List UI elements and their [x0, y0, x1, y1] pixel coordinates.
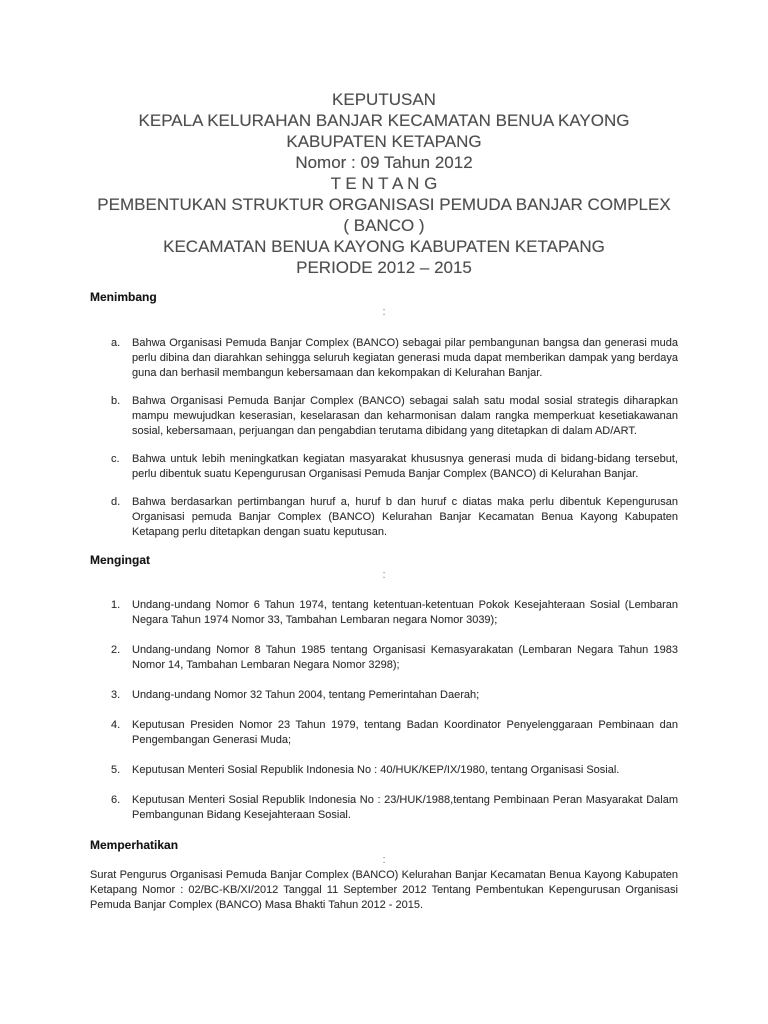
title-line-nomor: Nomor : 09 Tahun 2012 [295, 153, 473, 172]
section-colon-mengingat: : [382, 569, 386, 581]
list-item [90, 495, 678, 540]
title-line-pembentukan: PEMBENTUKAN STRUKTUR ORGANISASI PEMUDA BANJAR COMPLEX [97, 195, 671, 214]
list-item-marker: 1. [111, 599, 121, 611]
mengingat-items [90, 598, 678, 823]
title-line-periode: PERIODE 2012 – 2015 [296, 258, 472, 277]
title-line-banco: ( BANCO ) [343, 216, 425, 235]
list-item [90, 793, 678, 823]
section-label-mengingat: Mengingat [90, 553, 150, 567]
list-item [90, 718, 678, 748]
list-item-text: Undang-undang Nomor 32 Tahun 2004, tentang Pemerintahan Daerah; [132, 689, 480, 701]
list-item-text: Keputusan Menteri Sosial Republik Indonesia No : 23/HUK/1988,tentang Pembinaan Peran Masyarakat Dalam Pembangunan Bidang Kesejahteraan Sosial. [132, 794, 678, 821]
title-line-keputusan: KEPUTUSAN [332, 90, 436, 109]
document-body [90, 290, 678, 913]
memperhatikan-paragraph: Surat Pengurus Organisasi Pemuda Banjar Complex (BANCO) Kelurahan Banjar Kecamatan Benua Kayong Kabupaten Ketapang Nomor : 02/BC-KB/XI/2012 Tanggal 11 September 2012 Tentang Pembentukan Kepengurusan Organisasi Pemuda Banjar Complex (BANCO) Masa Bhakti Tahun 2012 - 2015. [90, 869, 678, 911]
list-item [90, 643, 678, 673]
section-label-menimbang: Menimbang [90, 290, 157, 304]
list-item [90, 394, 678, 439]
list-item-marker: b. [111, 395, 121, 407]
list-item-marker: 4. [111, 719, 121, 731]
title-line-tentang: T E N T A N G [330, 174, 438, 193]
document-title-block [0, 89, 768, 278]
section-colon-menimbang: : [382, 306, 386, 318]
list-item-marker: d. [111, 496, 121, 508]
list-item-text: Bahwa berdasarkan pertimbangan huruf a, huruf b dan huruf c diatas maka perlu dibentuk Kepengurusan Organisasi pemuda Banjar Complex (BANCO) Kelurahan Banjar Kecamatan Benua Kayong Kabupaten Ketapang perlu ditetapkan dengan suatu keputusan. [132, 496, 678, 538]
list-item-text: Bahwa Organisasi Pemuda Banjar Complex (BANCO) sebagai salah satu modal sosial strategis diharapkan mampu mewujudkan keserasian, keselarasan dan keharmonisan dalam rangka memperkuat kesetiakawanan sosial, kebersamaan, perjuangan dan pengabdian terutama dibidang yang ditetapkan di dalam AD/ART. [132, 395, 678, 437]
section-memperhatikan [90, 838, 678, 913]
list-item-text: Keputusan Presiden Nomor 23 Tahun 1979, tentang Badan Koordinator Penyelenggaraan Pembinaan dan Pengembangan Generasi Muda; [132, 719, 678, 746]
list-item-marker: 3. [111, 689, 121, 701]
section-label-memperhatikan: Memperhatikan [90, 838, 179, 852]
section-menimbang [90, 290, 678, 540]
title-line-kabupaten: KABUPATEN KETAPANG [286, 132, 482, 151]
list-item-marker: 6. [111, 794, 121, 806]
list-item-text: Bahwa Organisasi Pemuda Banjar Complex (BANCO) sebagai pilar pembangunan bangsa dan generasi muda perlu dibina dan diarahkan sehingga seluruh kegiatan generasi muda dapat memberikan dampak yang berdaya guna dan berhasil membangun kebersamaan dan kekompakan di Kelurahan Banjar. [132, 337, 678, 379]
list-item-marker: a. [111, 337, 121, 349]
list-item-text: Undang-undang Nomor 8 Tahun 1985 tentang Organisasi Kemasyarakatan (Lembaran Negara Tahun 1983 Nomor 14, Tambahan Lembaran Negara Nomor 3298); [132, 644, 678, 671]
title-line-kecamatan: KECAMATAN BENUA KAYONG KABUPATEN KETAPANG [163, 237, 605, 256]
list-item-marker: 2. [111, 644, 121, 656]
list-item [90, 763, 678, 778]
list-item [90, 336, 678, 381]
title-line-kepala-kelurahan: KEPALA KELURAHAN BANJAR KECAMATAN BENUA KAYONG [138, 111, 630, 130]
list-item-marker: c. [111, 453, 120, 465]
list-item-marker: 5. [111, 764, 121, 776]
list-item [90, 452, 678, 482]
list-item [90, 598, 678, 628]
section-mengingat [90, 553, 678, 823]
list-item-text: Undang-undang Nomor 6 Tahun 1974, tentang ketentuan-ketentuan Pokok Kesejahteraan Sosial (Lembaran Negara Tahun 1974 Nomor 33, Tambahan Lembaran negara Nomor 3039); [132, 599, 678, 626]
section-colon-memperhatikan: : [382, 854, 386, 866]
list-item-text: Keputusan Menteri Sosial Republik Indonesia No : 40/HUK/KEP/IX/1980, tentang Organisasi Sosial. [132, 764, 620, 776]
list-item [90, 688, 678, 703]
menimbang-items [90, 336, 678, 540]
list-item-text: Bahwa untuk lebih meningkatkan kegiatan masyarakat khususnya generasi muda di bidang-bidang tersebut, perlu dibentuk suatu Kepengurusan Organisasi Pemuda Banjar Complex (BANCO) di Kelurahan Banjar. [132, 453, 678, 480]
